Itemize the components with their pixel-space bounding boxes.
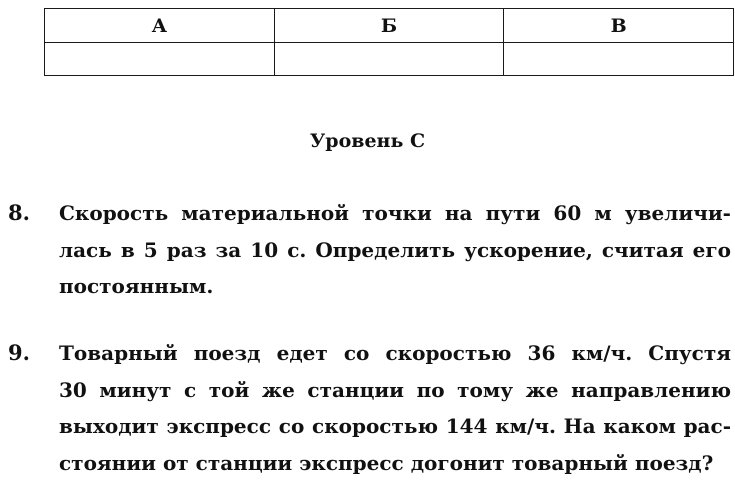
answer-column-v-header: В [504,9,734,43]
problem-text [59,335,731,481]
problem-number: 9. [8,335,30,371]
problem-line: 30 минут с той же станции по тому же направлению [59,372,731,409]
answer-table-header-row [45,9,734,43]
problem-line: Товарный поезд едет со скоростью 36 км/ч. Спустя [59,335,731,372]
answer-table-row [45,43,734,76]
answer-table [44,8,734,76]
problem-line: постоянным. [59,268,731,305]
section-title: Уровень С [0,130,735,152]
problem-line: стоянии от станции экспресс догонит товарный поезд? [59,445,731,481]
answer-cell-a[interactable] [45,43,275,76]
problem-text [59,195,731,305]
problem-line: Скорость материальной точки на пути 60 м увеличи- [59,195,731,232]
answer-column-b-header: Б [274,9,504,43]
answer-cell-v[interactable] [504,43,734,76]
answer-cell-b[interactable] [274,43,504,76]
problem-line: лась в 5 раз за 10 с. Определить ускорение, считая его [59,232,731,269]
problem-number: 8. [8,195,30,231]
answer-column-a-header: А [45,9,275,43]
problem-line: выходит экспресс со скоростью 144 км/ч. На каком рас- [59,408,731,445]
